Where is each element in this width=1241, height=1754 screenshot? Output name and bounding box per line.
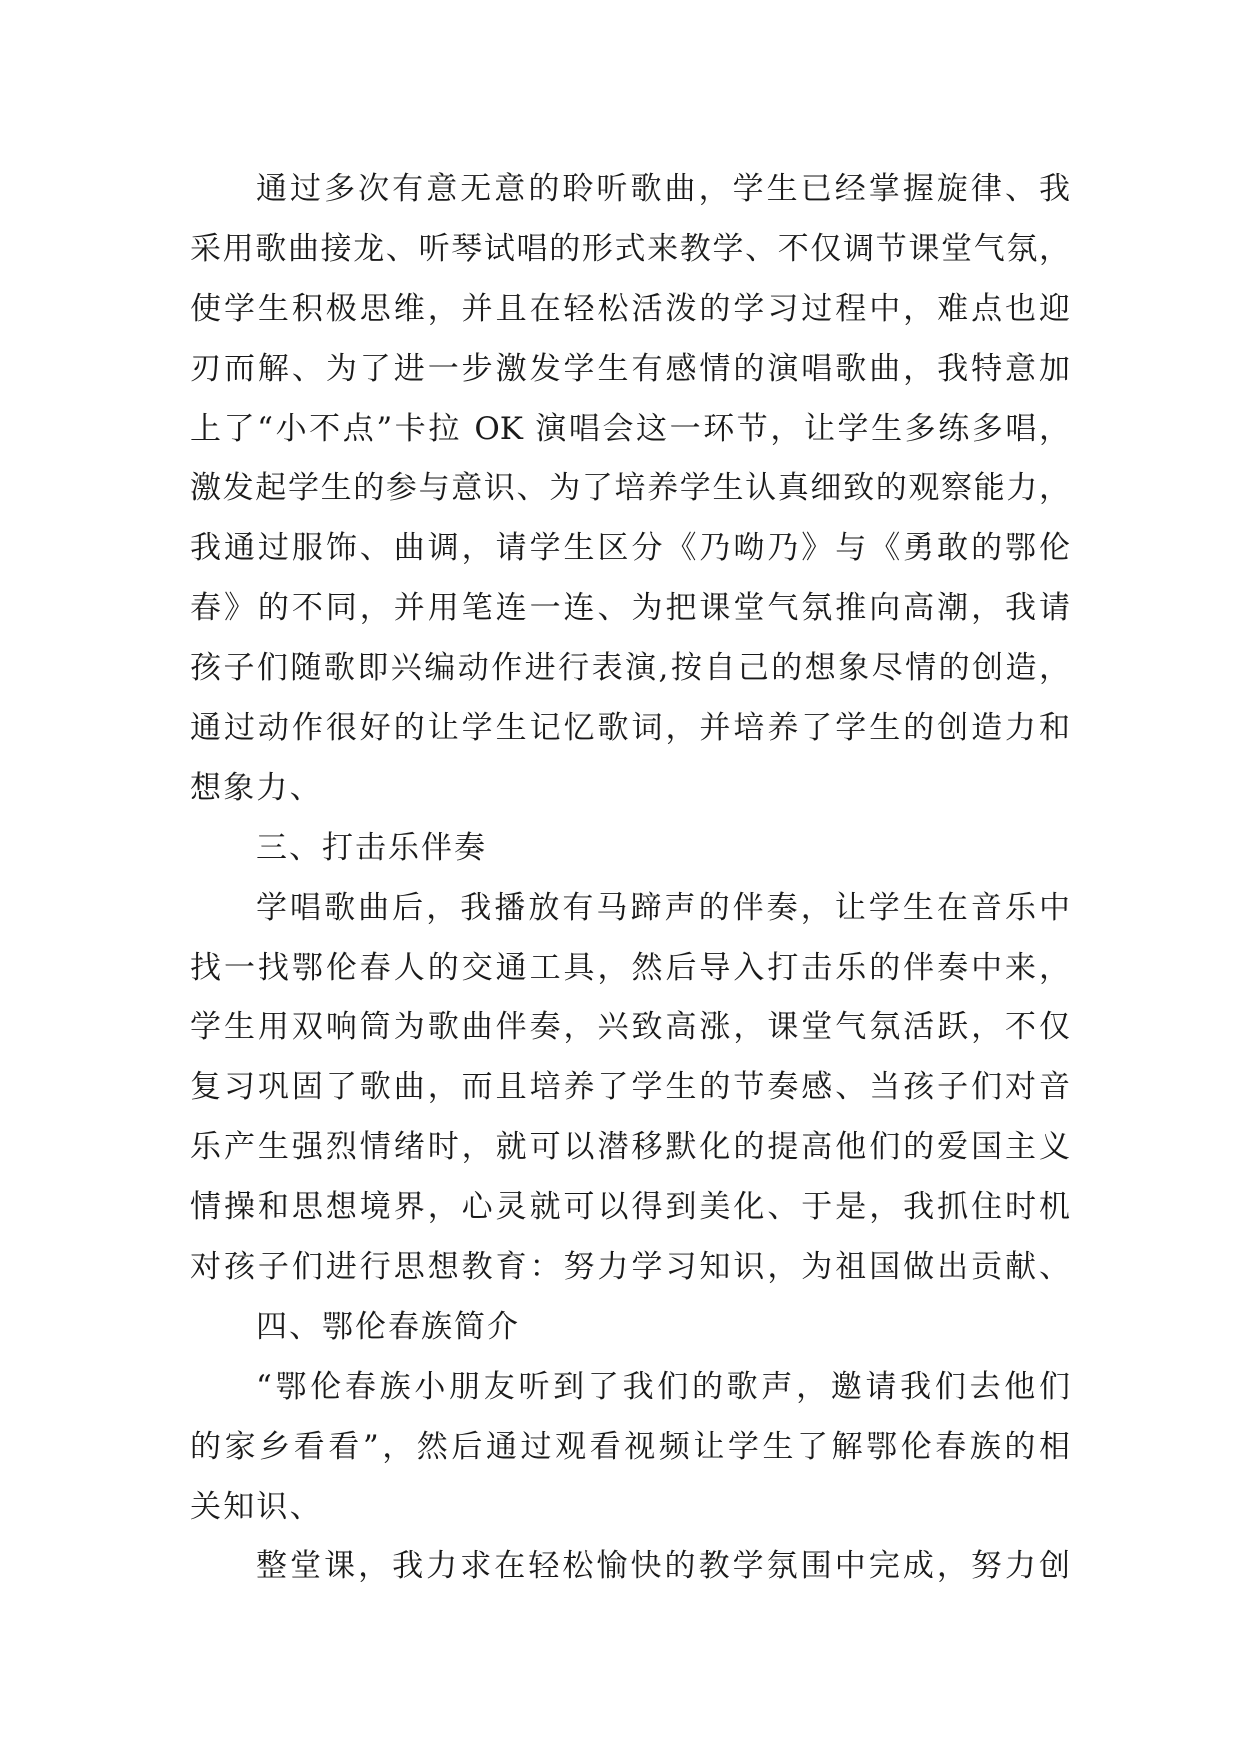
- text-line: 关知识、: [190, 1488, 323, 1525]
- text-line: 的家乡看看”，然后通过观看视频让学生了解鄂伦春族的相: [190, 1428, 1070, 1465]
- text-line: 找一找鄂伦春人的交通工具，然后导入打击乐的伴奏中来，: [190, 949, 1070, 986]
- text-line: 对孩子们进行思想教育：努力学习知识，为祖国做出贡献、: [190, 1249, 1070, 1286]
- text-line: 想象力、: [190, 769, 323, 806]
- body-text: [190, 160, 1070, 1597]
- text-line: 学生用双响筒为歌曲伴奏，兴致高涨，课堂气氛活跃，不仅: [190, 1009, 1070, 1046]
- text-line: 上了“小不点”卡拉 OK 演唱会这一环节，让学生多练多唱，: [190, 410, 1070, 447]
- section-heading: 三、打击乐伴奏: [256, 829, 487, 866]
- text-line: 乐产生强烈情绪时，就可以潜移默化的提高他们的爱国主义: [190, 1129, 1070, 1166]
- text-line: 整堂课，我力求在轻松愉快的教学氛围中完成，努力创: [256, 1548, 1070, 1585]
- text-line: 通过动作很好的让学生记忆歌词，并培养了学生的创造力和: [190, 710, 1070, 747]
- text-line: 刃而解、为了进一步激发学生有感情的演唱歌曲，我特意加: [190, 350, 1070, 387]
- text-line: “鄂伦春族小朋友听到了我们的歌声，邀请我们去他们: [256, 1368, 1070, 1405]
- text-line: 学唱歌曲后，我播放有马蹄声的伴奏，让学生在音乐中: [256, 889, 1070, 926]
- text-line: 使学生积极思维，并且在轻松活泼的学习过程中，难点也迎: [190, 290, 1070, 327]
- text-line: 春》的不同，并用笔连一连、为把课堂气氛推向高潮，我请: [190, 590, 1070, 627]
- text-line: 采用歌曲接龙、听琴试唱的形式来教学、不仅调节课堂气氛，: [190, 230, 1070, 267]
- text-line: 情操和思想境界，心灵就可以得到美化、于是，我抓住时机: [190, 1189, 1070, 1226]
- text-line: 通过多次有意无意的聆听歌曲，学生已经掌握旋律、我: [256, 171, 1070, 207]
- text-line: 复习巩固了歌曲，而且培养了学生的节奏感、当孩子们对音: [190, 1069, 1070, 1106]
- text-line: 孩子们随歌即兴编动作进行表演,按自己的想象尽情的创造，: [190, 650, 1070, 687]
- text-line: 激发起学生的参与意识、为了培养学生认真细致的观察能力，: [190, 470, 1070, 507]
- text-line: 我通过服饰、曲调，请学生区分《乃呦乃》与《勇敢的鄂伦: [190, 530, 1070, 567]
- section-heading: 四、鄂伦春族简介: [256, 1308, 520, 1345]
